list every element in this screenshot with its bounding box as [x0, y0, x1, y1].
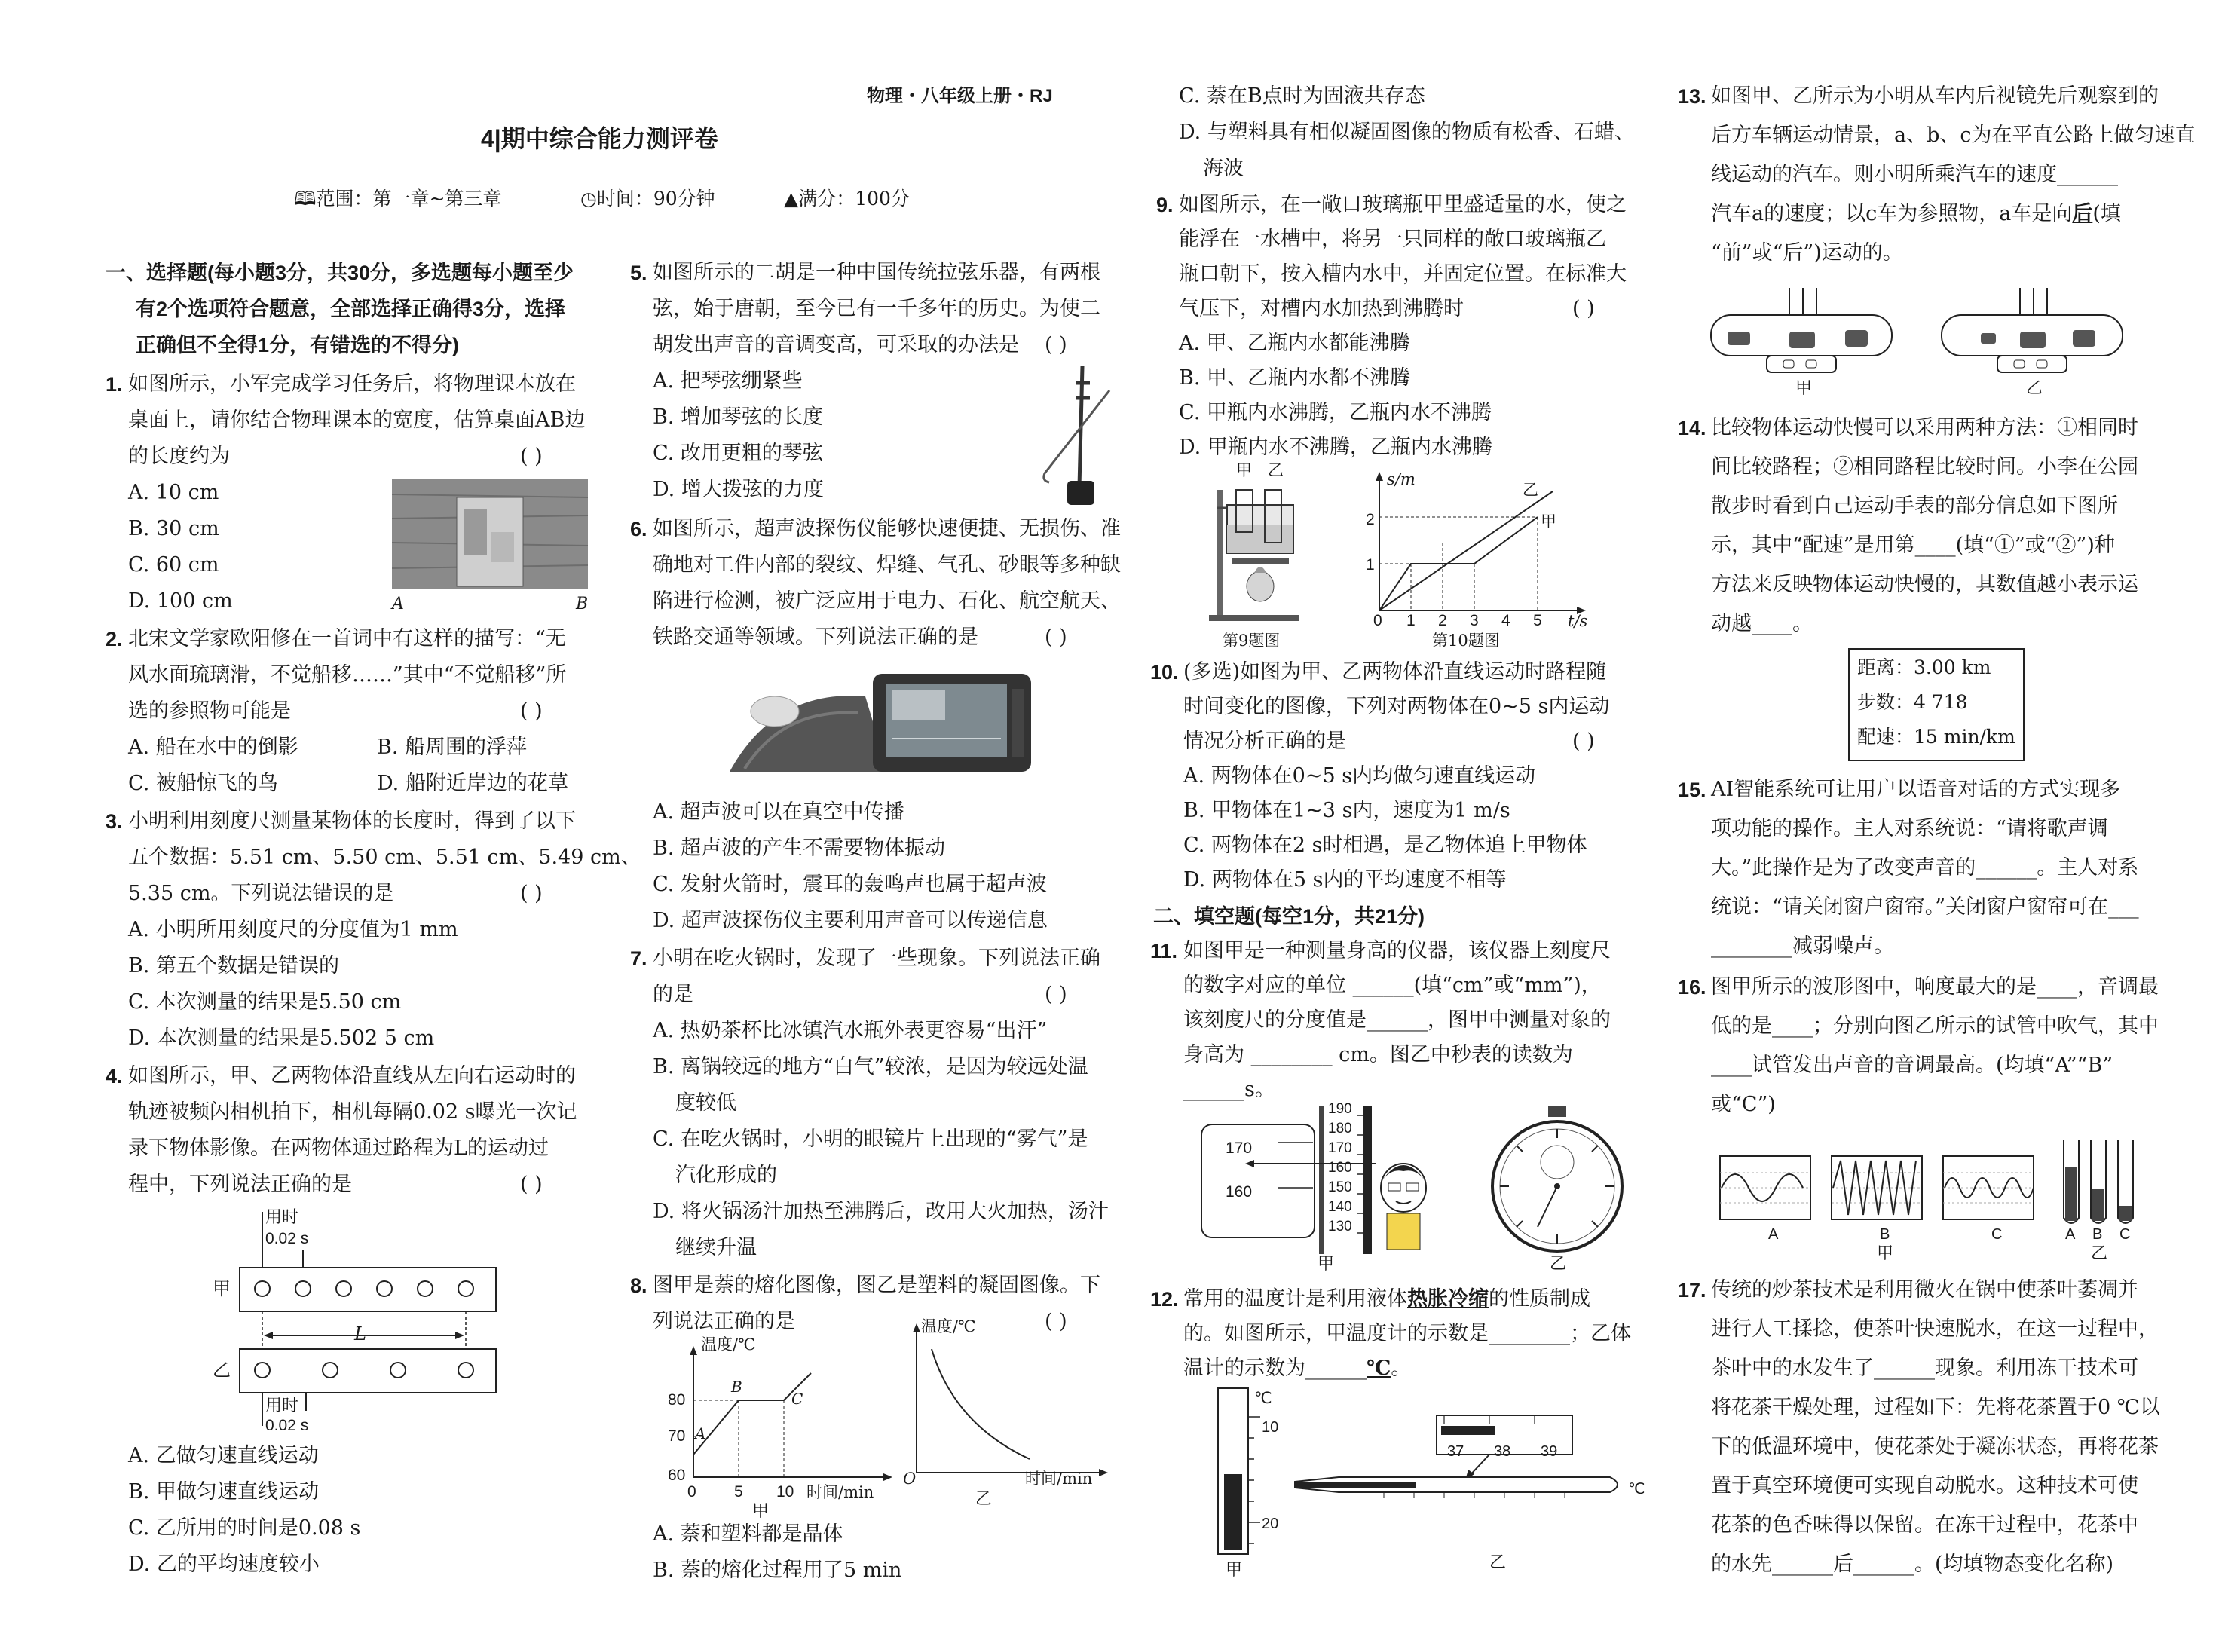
- score-info: ▲满分：100分: [784, 188, 910, 210]
- thermometer-yi: [1293, 1409, 1640, 1515]
- point-b-label: B: [576, 595, 589, 613]
- strobe-motion-diagram: [204, 1207, 505, 1426]
- clock-icon: ◷: [580, 188, 597, 210]
- boiling-experiment-figure: [1206, 460, 1311, 626]
- cap-icon: ▲: [784, 188, 799, 210]
- section2-title: 二、填空题(每空1分，共21分): [1153, 905, 1425, 928]
- waveform-figures: [1719, 1153, 2050, 1228]
- point-a-label: A: [392, 595, 404, 613]
- desk-book-photo: [392, 479, 588, 606]
- answer-text: ℃: [1367, 1357, 1391, 1380]
- answer-text: 后: [2072, 202, 2093, 225]
- range-info: 🕮范围：第一章~第三章: [294, 188, 502, 210]
- time-info: ◷时间：90分钟: [580, 188, 715, 210]
- rearview-mirror-yi: [1939, 285, 2127, 375]
- book-icon: 🕮: [294, 188, 317, 210]
- answer-paren: ( ): [520, 445, 543, 468]
- stopwatch-dial: [1489, 1105, 1625, 1256]
- exam-title: 4|期中综合能力测评卷: [481, 125, 718, 152]
- ultrasonic-detector-photo: [715, 666, 1046, 779]
- erhu-instrument-image: [1037, 360, 1120, 511]
- answer-text: 热胀冷缩: [1407, 1287, 1489, 1311]
- rearview-mirror-jia: [1708, 285, 1896, 375]
- subject-header: 物理・八年级上册・RJ: [867, 86, 1053, 106]
